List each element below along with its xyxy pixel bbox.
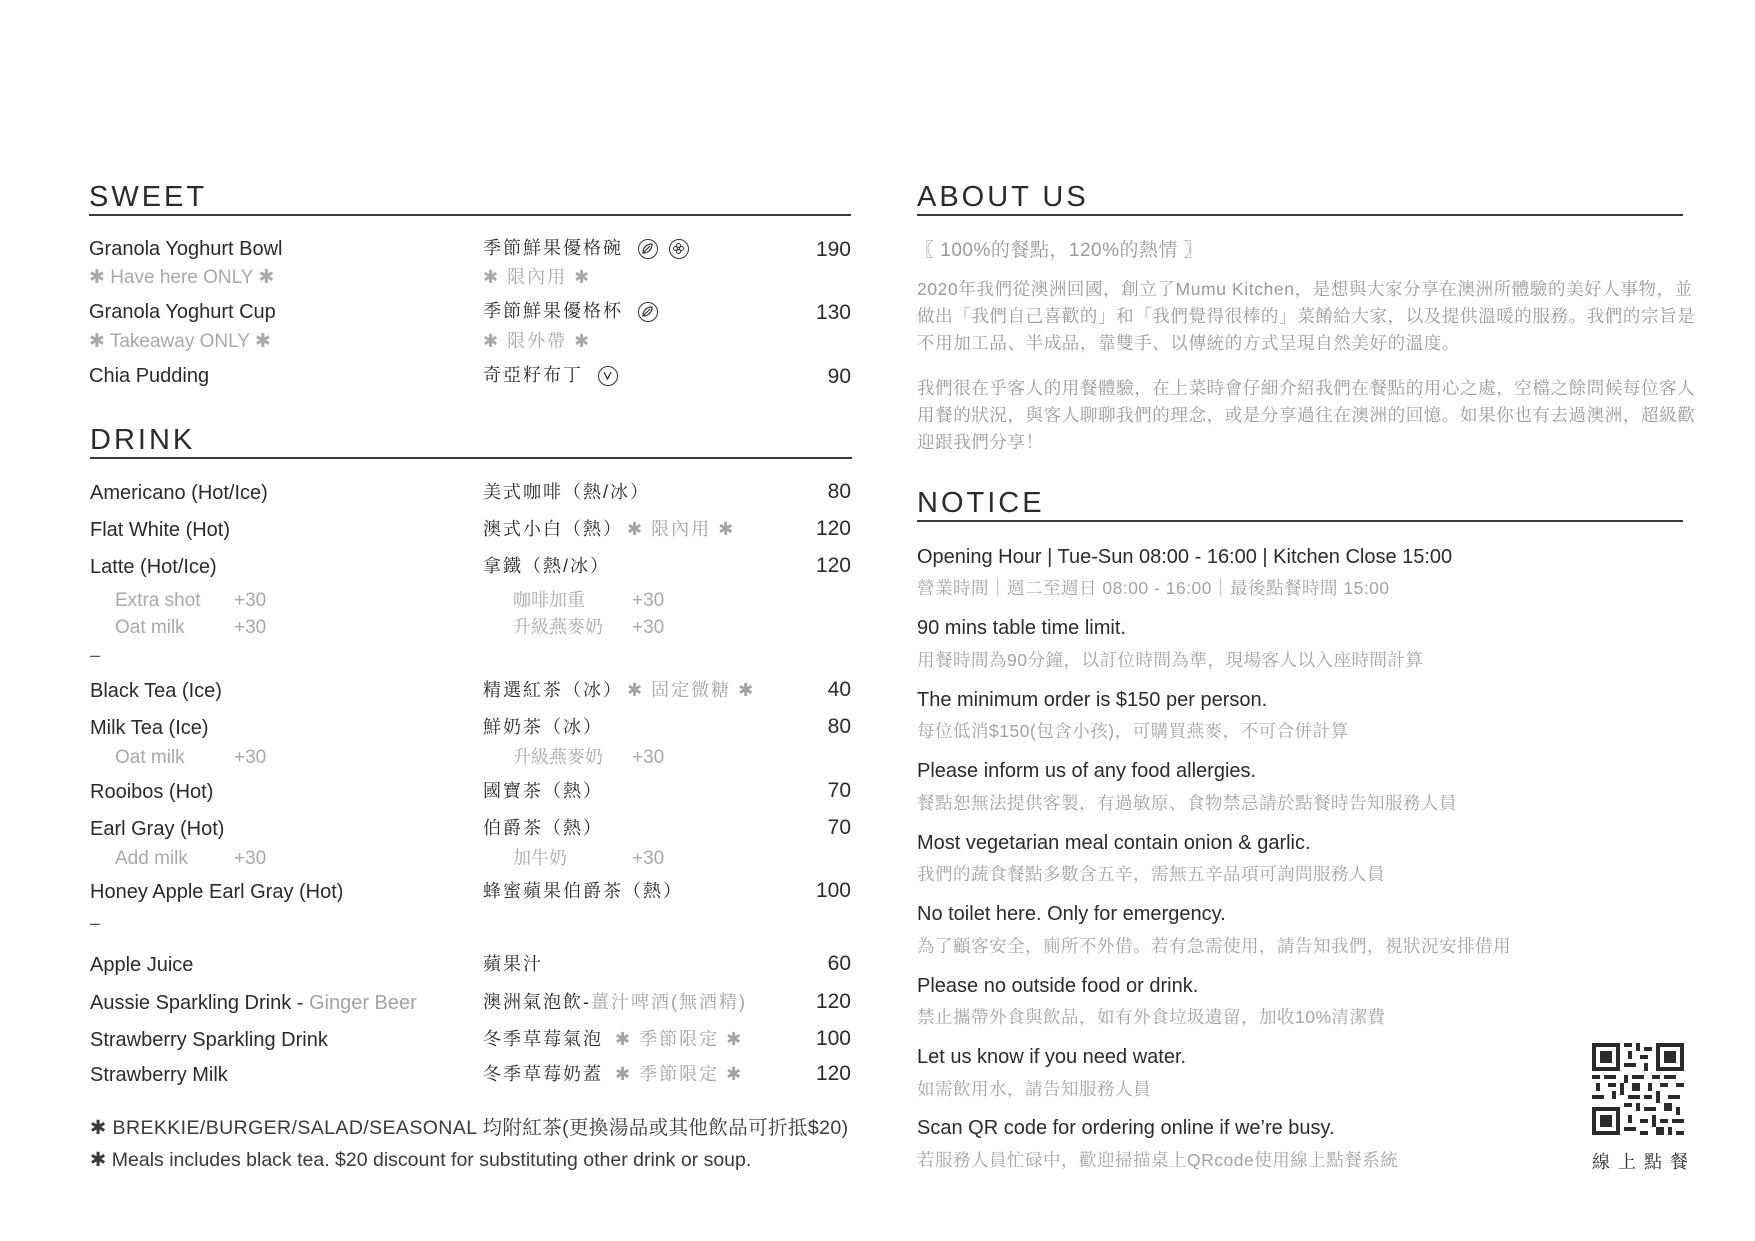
menu-item-note-zh: 薑汁啤酒(無酒精) <box>591 992 747 1012</box>
qr-code-icon[interactable] <box>1592 1043 1684 1135</box>
menu-item-name-zh-text: 季節鮮果優格碗 <box>483 238 623 258</box>
addon-price-zh: +30 <box>632 590 665 611</box>
menu-item-name-zh: 美式咖啡（熱/冰） <box>483 482 651 502</box>
addon-price-zh: +30 <box>632 617 665 638</box>
menu-item-note: ✱ Takeaway ONLY ✱ <box>89 331 271 352</box>
group-divider: – <box>90 645 101 665</box>
section-title-drink: DRINK <box>90 424 196 456</box>
menu-item-price: 70 <box>827 816 851 839</box>
menu-item-price: 130 <box>815 301 851 324</box>
addon-price-zh: +30 <box>632 848 665 869</box>
menu-item-name-zh-text: 冬季草莓氣泡 <box>483 1029 603 1049</box>
notice-item-zh: 餐點恕無法提供客製，有過敏原、食物禁忌請於點餐時告知服務人員 <box>917 793 1457 813</box>
notice-item: No toilet here. Only for emergency. <box>917 903 1226 925</box>
addon-price: +30 <box>234 590 267 611</box>
notice-item-zh: 如需飲用水，請告知服務人員 <box>917 1079 1151 1099</box>
section-divider <box>917 214 1683 216</box>
notice-item-zh: 我們的蔬食餐點多數含五辛，需無五辛品項可詢問服務人員 <box>917 864 1385 884</box>
menu-item-name: Americano (Hot/Ice) <box>90 482 268 504</box>
menu-item-name-zh: 鮮奶茶（冰） <box>483 717 603 737</box>
section-title-about: ABOUT US <box>917 181 1089 213</box>
notice-item: Please inform us of any food allergies. <box>917 760 1257 782</box>
notice-item-zh: 禁止攜帶外食與飲品，如有外食垃圾遺留，加收10%清潔費 <box>917 1007 1386 1027</box>
notice-item: Scan QR code for ordering online if we’re busy. <box>917 1117 1335 1139</box>
notice-item-zh: 每位低消$150(包含小孩)，可購買燕麥，不可合併計算 <box>917 721 1349 741</box>
menu-item-price: 80 <box>827 715 851 738</box>
addon-name: Extra shot <box>115 590 201 611</box>
notice-item: Let us know if you need water. <box>917 1046 1187 1068</box>
notice-item-zh: 若服務人員忙碌中，歡迎掃描桌上QRcode使用線上點餐系統 <box>917 1150 1399 1170</box>
menu-item-name-zh: 國寶茶（熱） <box>483 781 603 801</box>
qr-label: 線上點餐 <box>1592 1152 1696 1172</box>
menu-item-name-zh <box>483 681 755 699</box>
notice-item-zh: 營業時間｜週二至週日 08:00 - 16:00｜最後點餐時間 15:00 <box>917 578 1390 598</box>
menu-item-note: ✱ Have here ONLY ✱ <box>89 267 275 288</box>
group-divider: – <box>90 913 101 933</box>
menu-item-name-zh <box>483 1030 743 1048</box>
menu-item-name-text: Aussie Sparkling Drink - <box>90 992 309 1014</box>
notice-item: The minimum order is $150 per person. <box>917 689 1268 711</box>
menu-item-name-zh: 蘋果汁 <box>483 954 543 974</box>
menu-item-name-zh <box>483 993 747 1011</box>
menu-item-name-zh <box>483 366 618 386</box>
addon-price: +30 <box>234 747 267 768</box>
menu-item-price: 120 <box>815 517 851 540</box>
vegan-icon <box>598 366 618 386</box>
menu-item-note: Ginger Beer <box>308 992 417 1014</box>
notice-item: Most vegetarian meal contain onion & garlic. <box>917 832 1311 854</box>
menu-item-name-zh <box>483 302 658 322</box>
menu-item-name-zh: 拿鐵（熱/冰） <box>483 556 611 576</box>
about-paragraph: 2020年我們從澳洲回國，創立了Mumu Kitchen，是想與大家分享在澳洲所體驗的美好人事物，並做出「我們自己喜歡的」和「我們覺得很棒的」菜餚給大家，以及提供溫暖的服務。我們的宗旨是不用加工品、半成品，靠雙手、以傳統的方式呈現自然美好的溫度。 <box>917 279 1696 353</box>
menu-item-name: Honey Apple Earl Gray (Hot) <box>90 881 344 903</box>
addon-name-zh: 加牛奶 <box>513 848 567 868</box>
addon-name-zh: 咖啡加重 <box>513 590 585 610</box>
leaf-icon <box>638 239 658 259</box>
menu-item-price: 100 <box>815 879 851 902</box>
menu-item-name-zh-text: 奇亞籽布丁 <box>483 365 583 385</box>
menu-item-name: Apple Juice <box>90 954 194 976</box>
addon-name-zh: 升級燕麥奶 <box>513 617 603 637</box>
menu-item-note-zh: ✱ 固定微糖 ✱ <box>627 680 756 700</box>
menu-item-name: Chia Pudding <box>89 365 210 387</box>
menu-item-price: 100 <box>815 1027 851 1050</box>
addon-name-zh: 升級燕麥奶 <box>513 747 603 767</box>
menu-item-name-zh-text: 澳洲氣泡飲- <box>483 992 591 1012</box>
footnote: ✱ Meals includes black tea. $20 discount for substituting other drink or soup. <box>90 1149 752 1171</box>
menu-item-note-zh: ✱ 季節限定 ✱ <box>615 1064 744 1084</box>
menu-item-name-zh-text: 精選紅茶（冰） <box>483 680 623 700</box>
menu-item-price: 120 <box>815 1062 851 1085</box>
section-divider <box>89 214 851 216</box>
menu-item-note-zh: ✱ 限內用 ✱ <box>627 519 736 539</box>
menu-item-name: Granola Yoghurt Bowl <box>89 238 283 260</box>
addon-price: +30 <box>234 617 267 638</box>
section-title-sweet: SWEET <box>89 181 208 213</box>
about-paragraph: 我們很在乎客人的用餐體驗，在上菜時會仔細介紹我們在餐點的用心之處，空檔之餘問候每位客人用餐的狀況，與客人聊聊我們的理念，或是分享過往在澳洲的回憶。如果你也有去過澳洲，超級歡迎跟我們分享！ <box>917 378 1696 452</box>
section-title-notice: NOTICE <box>917 487 1045 519</box>
menu-item-name-zh <box>483 239 689 259</box>
addon-name: Add milk <box>115 848 188 869</box>
menu-item-note-zh: ✱ 限外帶 ✱ <box>483 331 592 351</box>
menu-item-price: 80 <box>827 480 851 503</box>
menu-item-name: Milk Tea (Ice) <box>90 717 209 739</box>
menu-item-name: Strawberry Milk <box>90 1064 228 1086</box>
about-tagline: 〖 100%的餐點，120%的熱情 〗 <box>915 240 1204 261</box>
menu-item-name: Strawberry Sparkling Drink <box>90 1029 328 1051</box>
notice-item: Opening Hour | Tue-Sun 08:00 - 16:00 | Kitchen Close 15:00 <box>917 546 1453 568</box>
menu-item-name: Granola Yoghurt Cup <box>89 301 276 323</box>
menu-item-name: Latte (Hot/Ice) <box>90 556 217 578</box>
addon-name: Oat milk <box>115 747 185 768</box>
menu-item-name: Rooibos (Hot) <box>90 781 214 803</box>
menu-item-name-zh-text: 冬季草莓奶蓋 <box>483 1064 603 1084</box>
menu-item-note-zh: ✱ 季節限定 ✱ <box>615 1029 744 1049</box>
menu-item-price: 60 <box>827 952 851 975</box>
addon-price: +30 <box>234 848 267 869</box>
menu-item-name-zh <box>483 1065 743 1083</box>
menu-item-price: 120 <box>815 990 851 1013</box>
notice-item: 90 mins table time limit. <box>917 617 1126 639</box>
menu-item-price: 70 <box>827 779 851 802</box>
section-divider <box>917 520 1683 522</box>
notice-item-zh: 為了顧客安全，廁所不外借。若有急需使用，請告知我們，視狀況安排借用 <box>917 936 1511 956</box>
menu-item-price: 90 <box>827 365 851 388</box>
menu-item-note-zh: ✱ 限內用 ✱ <box>483 267 592 287</box>
addon-name: Oat milk <box>115 617 185 638</box>
menu-item-name-zh <box>483 520 735 538</box>
menu-item-name-zh: 伯爵茶（熱） <box>483 818 603 838</box>
menu-item-name: Flat White (Hot) <box>90 519 231 541</box>
menu-item-name: Earl Gray (Hot) <box>90 818 225 840</box>
footnote: ✱ BREKKIE/BURGER/SALAD/SEASONAL 均附紅茶(更換湯品或其他飲品可折抵$20) <box>90 1117 849 1139</box>
menu-item-price: 120 <box>815 554 851 577</box>
flower-icon <box>669 239 689 259</box>
addon-price-zh: +30 <box>632 747 665 768</box>
menu-item-name-zh-text: 季節鮮果優格杯 <box>483 301 623 321</box>
menu-item-name: Black Tea (Ice) <box>90 680 222 702</box>
notice-item: Please no outside food or drink. <box>917 975 1199 997</box>
menu-item-price: 40 <box>827 678 851 701</box>
menu-item-price: 190 <box>815 238 851 261</box>
menu-item-name-zh: 蜂蜜蘋果伯爵茶（熱） <box>483 881 683 901</box>
section-divider <box>90 457 852 459</box>
leaf-icon <box>638 302 658 322</box>
notice-item-zh: 用餐時間為90分鐘，以訂位時間為準，現場客人以入座時間計算 <box>917 650 1424 670</box>
menu-item-name-zh-text: 澳式小白（熱） <box>483 519 623 539</box>
menu-item-name <box>90 993 417 1013</box>
